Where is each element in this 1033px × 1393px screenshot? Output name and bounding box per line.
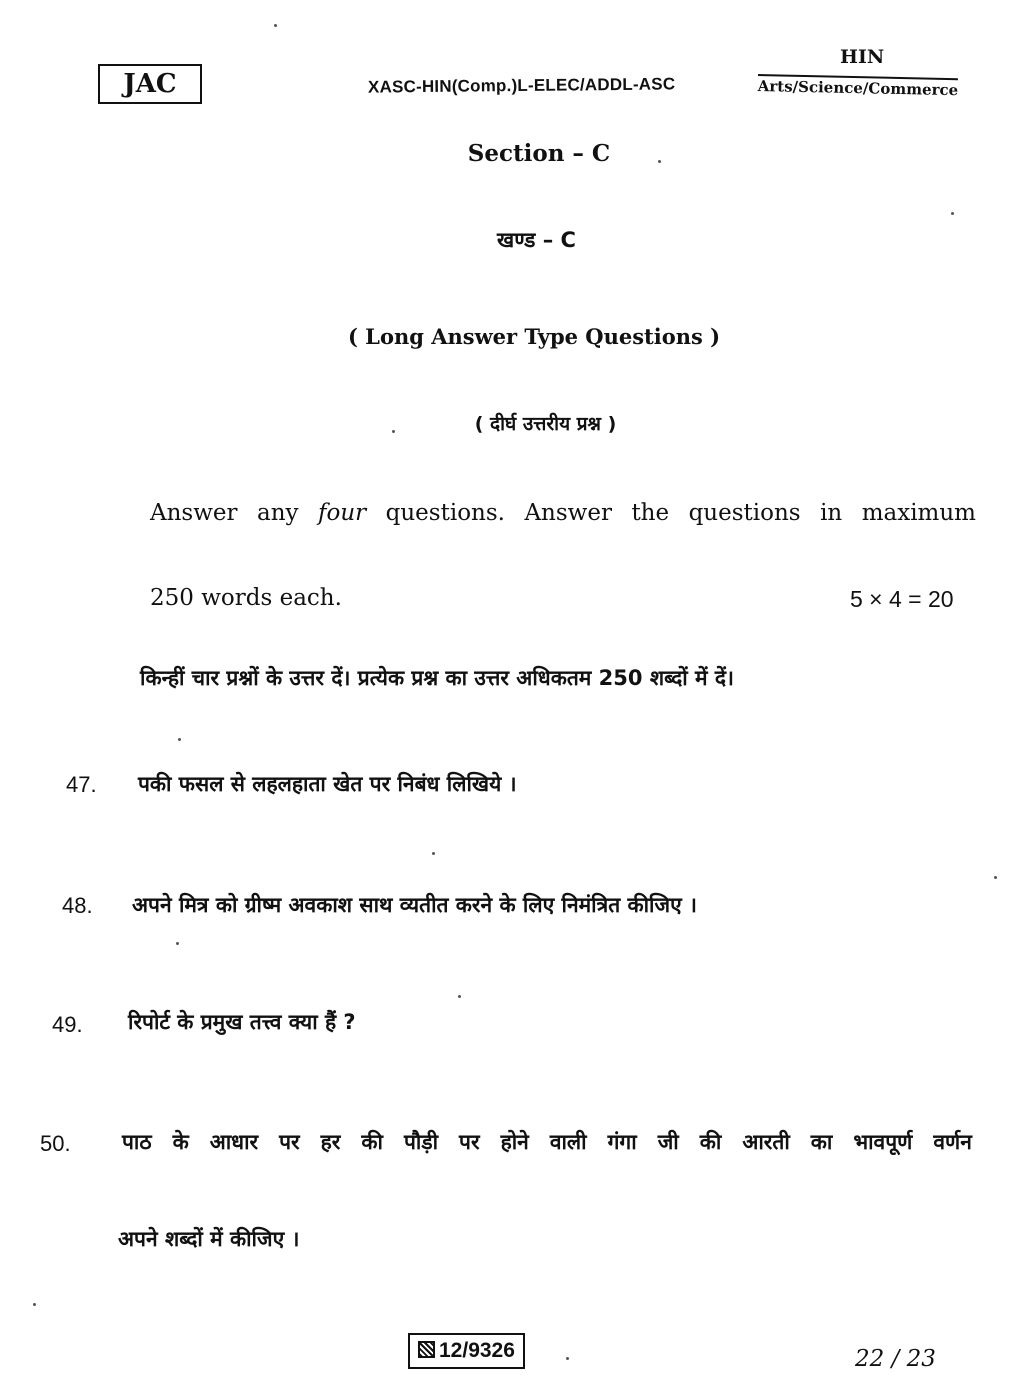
scan-speck (432, 852, 435, 855)
question-word: पाठ (122, 1130, 152, 1154)
scan-speck (33, 1303, 36, 1306)
scan-speck (994, 876, 997, 879)
question-type-heading-hindi: ( दीर्घ उत्तरीय प्रश्न ) (474, 413, 617, 435)
footer-code: 12/9326 (439, 1339, 515, 1362)
question-word: पौड़ी (403, 1130, 439, 1154)
question-word: का (810, 1130, 833, 1154)
question-type-heading: ( Long Answer Type Questions ) (347, 324, 721, 349)
question-word: पर (279, 1130, 300, 1154)
scan-speck (658, 160, 661, 163)
scan-speck (176, 942, 179, 945)
instruction-word: in (820, 500, 843, 526)
instruction-word: Answer (150, 500, 238, 526)
question-number: 49. (52, 1012, 83, 1037)
instruction-word-emphasis: four (318, 500, 367, 526)
instruction-line-2: 250 words each. (150, 585, 342, 611)
question-word: हर (320, 1130, 341, 1154)
question-word: आधार (209, 1130, 259, 1154)
section-title-hindi: खण्ड – C (497, 228, 576, 252)
footer-code-box (408, 1333, 525, 1369)
scan-speck (392, 430, 395, 433)
checkbox-glyph-icon (418, 1341, 435, 1358)
paper-code: XASC-HIN(Comp.)L-ELEC/ADDL-ASC (367, 74, 676, 97)
question-word: भावपूर्ण (853, 1130, 913, 1154)
streams-label: Arts/Science/Commerce (758, 74, 959, 99)
scan-speck (178, 738, 181, 741)
marks-allocation: 5 × 4 = 20 (850, 586, 954, 612)
question-text-line-2: अपने शब्दों में कीजिए । (118, 1227, 300, 1251)
question-text: पकी फसल से लहलहाता खेत पर निबंध लिखिये । (138, 772, 517, 796)
instruction-word: questions. (385, 500, 505, 526)
question-number: 47. (66, 772, 97, 797)
question-word: पर (459, 1130, 480, 1154)
question-number: 48. (62, 893, 93, 918)
question-word: आरती (742, 1130, 790, 1154)
question-word: जी (657, 1130, 679, 1154)
section-title: Section – C (467, 140, 611, 167)
instruction-word: any (257, 500, 299, 526)
subject-code: HIN (840, 46, 885, 68)
question-number: 50. (40, 1131, 71, 1156)
scan-speck (274, 24, 277, 27)
instruction-word: maximum (861, 500, 976, 526)
question-text-line-1 (122, 1128, 972, 1156)
question-word: के (172, 1130, 189, 1154)
scan-speck (458, 995, 461, 998)
instruction-word: questions (688, 500, 801, 526)
question-word: होने (500, 1130, 529, 1154)
page-number: 22 / 23 (855, 1346, 936, 1372)
board-logo: JAC (98, 64, 202, 104)
question-word: गंगा (607, 1130, 637, 1154)
question-word: की (361, 1130, 383, 1154)
instruction-hindi: किन्हीं चार प्रश्नों के उत्तर दें। प्रत्येक प्रश्न का उत्तर अधिकतम 250 शब्दों में दें। (140, 666, 734, 690)
instruction-line-1 (150, 500, 976, 526)
question-text: अपने मित्र को ग्रीष्म अवकाश साथ व्यतीत करने के लिए निमंत्रित कीजिए । (132, 893, 697, 917)
instruction-word: Answer (524, 500, 612, 526)
scan-speck (951, 212, 954, 215)
question-word: की (699, 1130, 722, 1154)
question-word: वर्णन (933, 1130, 972, 1154)
question-word: वाली (549, 1130, 587, 1154)
scan-speck (566, 1357, 569, 1360)
question-text: रिपोर्ट के प्रमुख तत्त्व क्या हैं ? (128, 1010, 356, 1034)
instruction-word: the (631, 500, 670, 526)
